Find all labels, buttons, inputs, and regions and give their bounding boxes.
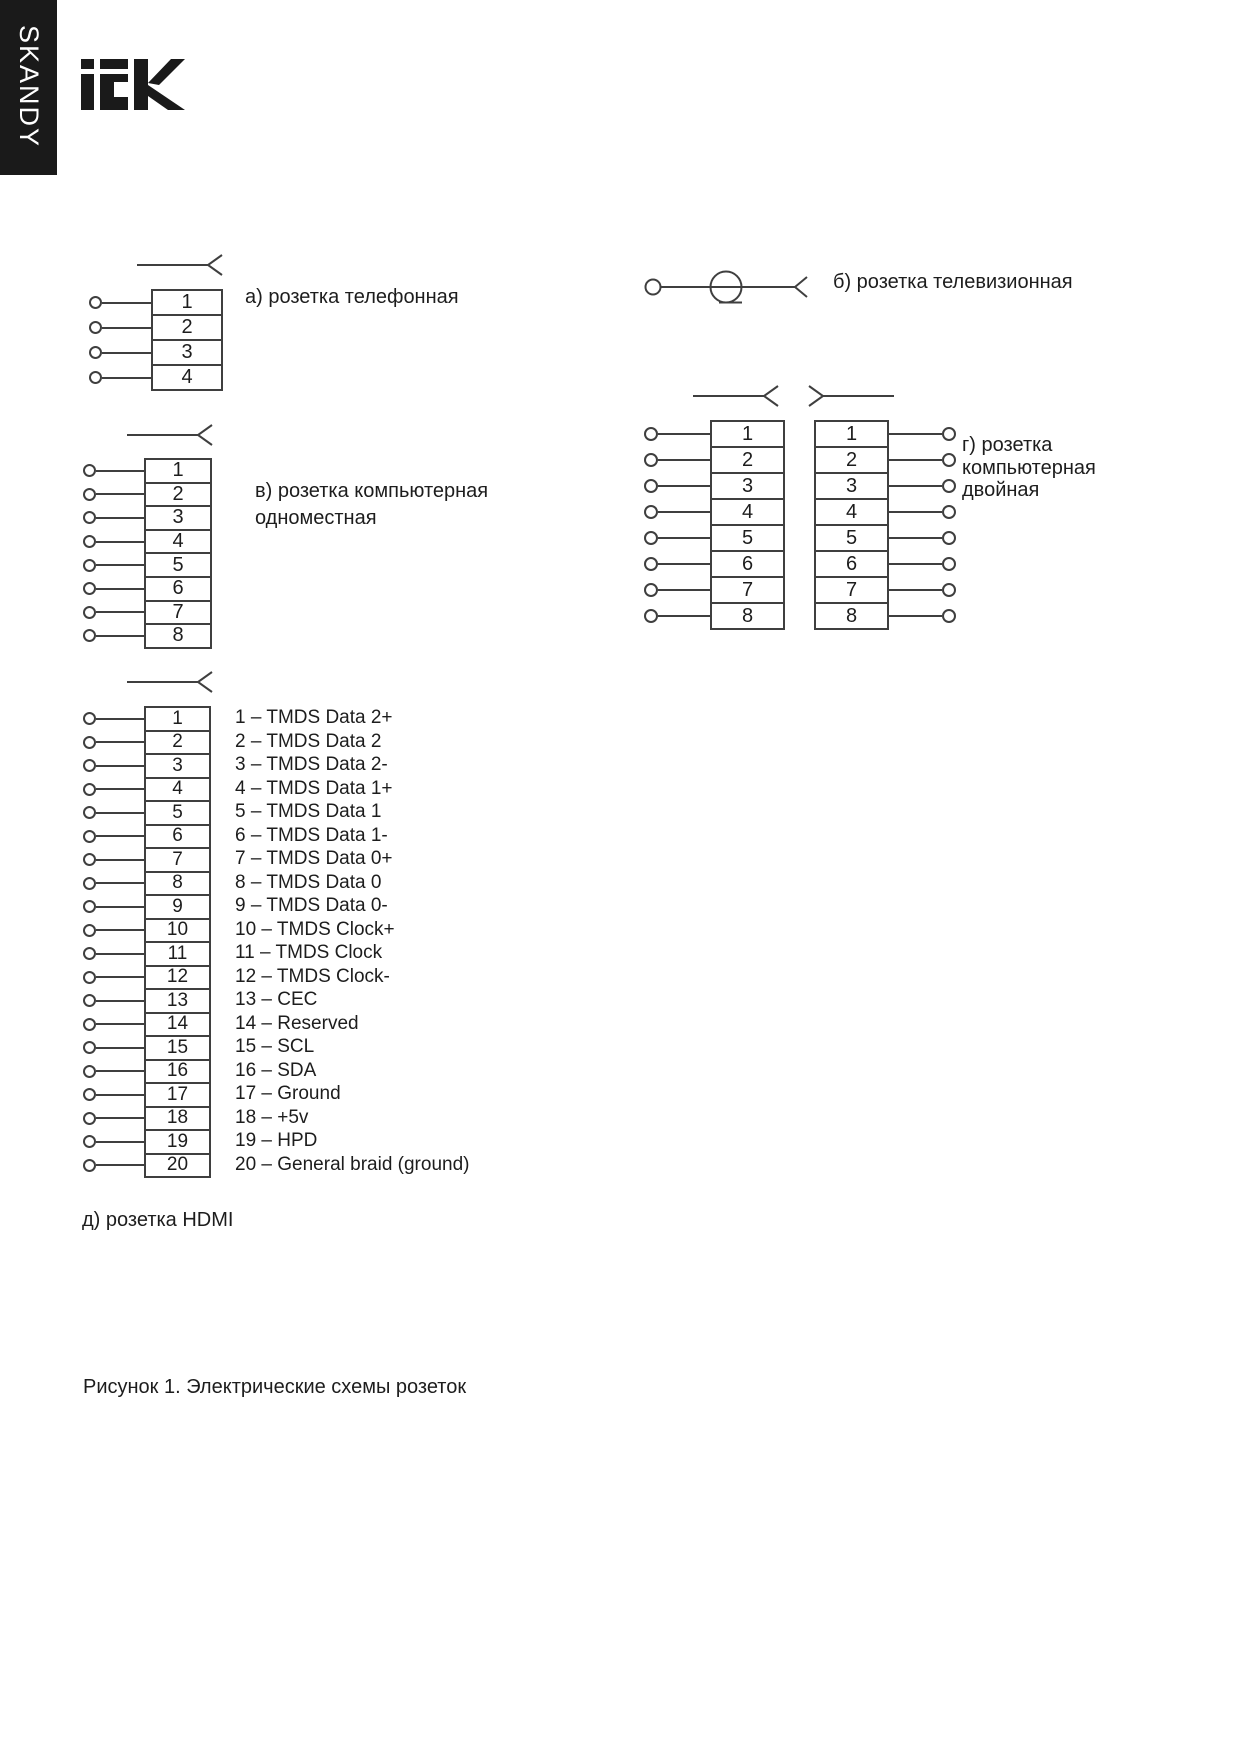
pin-terminal-circle-icon	[83, 629, 96, 642]
pin-number-cell: 2	[144, 730, 211, 756]
pin-function-label: 15 – SCL	[235, 1036, 315, 1057]
pin-wire	[102, 377, 151, 379]
pin-row	[644, 498, 785, 526]
diagram-b-label: б) розетка телевизионная	[833, 271, 1073, 293]
pin-number-cell: 3	[814, 472, 889, 500]
pin-row	[83, 482, 212, 508]
pin-wire	[96, 611, 144, 613]
pin-wire	[889, 433, 942, 435]
pin-function-label: 3 – TMDS Data 2-	[235, 754, 388, 775]
pin-row	[83, 1129, 211, 1155]
pin-terminal-circle-icon	[644, 427, 658, 441]
pin-terminal-circle-icon	[83, 606, 96, 619]
pin-row	[83, 847, 211, 873]
pin-row	[83, 576, 212, 602]
pin-terminal-circle-icon	[942, 453, 956, 467]
pin-wire	[96, 493, 144, 495]
pin-number-cell: 8	[144, 623, 212, 649]
diagram-a-label: а) розетка телефонная	[245, 286, 459, 308]
pin-terminal-circle-icon	[83, 1159, 96, 1172]
pin-number-cell: 8	[814, 602, 889, 630]
pin-row	[814, 498, 956, 526]
pin-function-label: 4 – TMDS Data 1+	[235, 777, 393, 799]
pin-row	[83, 552, 212, 578]
pin-wire	[96, 1023, 144, 1025]
pin-row	[83, 623, 212, 649]
pin-wire	[96, 718, 144, 720]
pin-wire	[96, 788, 144, 790]
pin-wire	[96, 976, 144, 978]
pin-number-cell: 3	[710, 472, 785, 500]
pin-terminal-circle-icon	[89, 321, 102, 334]
pin-function-label: 8 – TMDS Data 0	[235, 871, 382, 893]
pin-terminal-circle-icon	[83, 1041, 96, 1054]
pin-terminal-circle-icon	[83, 1088, 96, 1101]
pin-row	[83, 730, 211, 756]
pin-wire	[96, 953, 144, 955]
iek-logo	[81, 59, 185, 115]
pin-number-cell: 10	[144, 918, 211, 944]
pin-row	[83, 824, 211, 850]
pin-row	[814, 550, 956, 578]
pin-wire	[96, 1094, 144, 1096]
pin-row	[83, 1082, 211, 1108]
pin-terminal-circle-icon	[83, 806, 96, 819]
pin-wire	[96, 1047, 144, 1049]
pin-wire	[96, 564, 144, 566]
pin-wire	[96, 882, 144, 884]
pin-row	[83, 600, 212, 626]
pin-number-cell: 6	[814, 550, 889, 578]
pin-row	[83, 1106, 211, 1132]
pin-number-cell: 11	[144, 941, 211, 967]
spine-bar	[0, 0, 57, 175]
pin-terminal-circle-icon	[89, 346, 102, 359]
pin-terminal-circle-icon	[83, 712, 96, 725]
pin-terminal-circle-icon	[942, 505, 956, 519]
computer-socket-double-left-pinblock	[644, 420, 785, 630]
pin-terminal-circle-icon	[83, 759, 96, 772]
pin-row	[814, 420, 956, 448]
pin-wire	[96, 635, 144, 637]
pin-wire	[658, 589, 710, 591]
pin-number-cell: 1	[151, 289, 223, 316]
diagram-v-label	[255, 478, 488, 532]
iek-logo-icon	[81, 59, 185, 110]
plug-arrow-icon	[126, 669, 214, 695]
computer-socket-single-pinblock	[83, 458, 212, 649]
pin-row	[814, 446, 956, 474]
pin-terminal-circle-icon	[644, 505, 658, 519]
pin-terminal-circle-icon	[942, 427, 956, 441]
pin-function-label: 6 – TMDS Data 1-	[235, 824, 388, 846]
pin-wire	[889, 615, 942, 617]
pin-number-cell: 5	[144, 552, 212, 578]
pin-wire	[96, 929, 144, 931]
pin-function-label: 5 – TMDS Data 1	[235, 801, 382, 822]
pin-wire	[658, 563, 710, 565]
pin-wire	[102, 302, 151, 304]
pin-number-cell: 16	[144, 1059, 211, 1085]
pin-wire	[96, 470, 144, 472]
pin-row	[814, 472, 956, 500]
pin-row	[644, 472, 785, 500]
pin-wire	[96, 541, 144, 543]
pin-wire	[96, 859, 144, 861]
pin-row	[83, 458, 212, 484]
pin-terminal-circle-icon	[83, 559, 96, 572]
plug-arrow-mirrored-icon	[807, 383, 895, 409]
pin-wire	[658, 615, 710, 617]
pin-number-cell: 7	[144, 847, 211, 873]
pin-terminal-circle-icon	[942, 583, 956, 597]
pin-number-cell: 1	[144, 706, 211, 732]
pin-row	[83, 505, 212, 531]
computer-socket-double-right-pinblock	[814, 420, 956, 630]
pin-number-cell: 5	[144, 800, 211, 826]
pin-row	[83, 1012, 211, 1038]
pin-row	[644, 420, 785, 448]
pin-number-cell: 14	[144, 1012, 211, 1038]
pin-terminal-circle-icon	[942, 557, 956, 571]
pin-wire	[658, 433, 710, 435]
pin-number-cell: 19	[144, 1129, 211, 1155]
pin-wire	[658, 511, 710, 513]
pin-number-cell: 1	[710, 420, 785, 448]
pin-function-label: 9 – TMDS Data 0-	[235, 895, 388, 916]
pin-wire	[96, 1000, 144, 1002]
pin-row	[814, 576, 956, 604]
pin-row	[83, 941, 211, 967]
pin-terminal-circle-icon	[83, 853, 96, 866]
pin-terminal-circle-icon	[644, 583, 658, 597]
pin-wire	[102, 327, 151, 329]
pin-wire	[658, 459, 710, 461]
pin-number-cell: 4	[144, 777, 211, 803]
pin-terminal-circle-icon	[83, 947, 96, 960]
pin-number-cell: 8	[144, 871, 211, 897]
pin-terminal-circle-icon	[644, 531, 658, 545]
pin-row	[89, 339, 223, 366]
pin-function-label: 16 – SDA	[235, 1059, 317, 1081]
pin-number-cell: 1	[144, 458, 212, 484]
pin-function-label: 20 – General braid (ground)	[235, 1153, 470, 1175]
pin-number-cell: 8	[710, 602, 785, 630]
pin-row	[644, 550, 785, 578]
pin-wire	[96, 517, 144, 519]
hdmi-socket-pinblock	[83, 706, 211, 1178]
pin-terminal-circle-icon	[83, 924, 96, 937]
pin-terminal-circle-icon	[83, 535, 96, 548]
pin-row	[89, 314, 223, 341]
pin-number-cell: 6	[144, 824, 211, 850]
pin-number-cell: 4	[710, 498, 785, 526]
pin-wire	[889, 485, 942, 487]
pin-wire	[96, 1164, 144, 1166]
pin-number-cell: 2	[710, 446, 785, 474]
pin-wire	[102, 352, 151, 354]
pin-terminal-circle-icon	[644, 609, 658, 623]
pin-function-label: 14 – Reserved	[235, 1012, 359, 1034]
pin-row	[83, 965, 211, 991]
pin-row	[644, 446, 785, 474]
plug-arrow-icon	[126, 422, 214, 448]
pin-row	[644, 524, 785, 552]
pin-function-label: 13 – CEC	[235, 989, 318, 1010]
pin-number-cell: 1	[814, 420, 889, 448]
pin-number-cell: 4	[144, 529, 212, 555]
diagram-d-label: д) розетка HDMI	[82, 1209, 234, 1231]
pin-number-cell: 2	[151, 314, 223, 341]
pin-wire	[96, 765, 144, 767]
plug-arrow-icon	[692, 383, 780, 409]
pin-row	[814, 524, 956, 552]
pin-number-cell: 17	[144, 1082, 211, 1108]
pin-function-label: 17 – Ground	[235, 1083, 341, 1104]
pin-number-cell: 15	[144, 1035, 211, 1061]
diagram-g-label	[962, 434, 1096, 502]
pin-terminal-circle-icon	[83, 736, 96, 749]
pin-number-cell: 20	[144, 1153, 211, 1179]
pin-row	[83, 529, 212, 555]
pin-number-cell: 7	[710, 576, 785, 604]
pin-function-label: 18 – +5v	[235, 1106, 309, 1128]
pin-terminal-circle-icon	[83, 830, 96, 843]
pin-function-label: 2 – TMDS Data 2	[235, 730, 382, 752]
diagram-v-label-line1: в) розетка компьютерная	[255, 480, 489, 502]
pin-wire	[889, 459, 942, 461]
pin-terminal-circle-icon	[942, 531, 956, 545]
pin-row	[83, 1035, 211, 1061]
pin-number-cell: 6	[710, 550, 785, 578]
pin-function-label: 7 – TMDS Data 0+	[235, 848, 393, 869]
pin-terminal-circle-icon	[83, 1018, 96, 1031]
pin-row	[89, 289, 223, 316]
pin-wire	[889, 537, 942, 539]
figure-caption: Рисунок 1. Электрические схемы розеток	[83, 1376, 467, 1398]
pin-wire	[96, 812, 144, 814]
pin-terminal-circle-icon	[89, 371, 102, 384]
pin-row	[89, 364, 223, 391]
pin-terminal-circle-icon	[83, 877, 96, 890]
pin-terminal-circle-icon	[83, 1135, 96, 1148]
pin-terminal-circle-icon	[83, 971, 96, 984]
pin-number-cell: 5	[814, 524, 889, 552]
telephone-socket-pinblock	[89, 289, 223, 391]
pin-number-cell: 3	[144, 505, 212, 531]
diagram-g-label-line3: двойная	[962, 479, 1040, 501]
pin-terminal-circle-icon	[83, 900, 96, 913]
pin-number-cell: 3	[151, 339, 223, 366]
tv-socket-symbol-icon	[640, 264, 820, 312]
pin-terminal-circle-icon	[83, 464, 96, 477]
pin-terminal-circle-icon	[644, 479, 658, 493]
pin-row	[814, 602, 956, 630]
pin-number-cell: 5	[710, 524, 785, 552]
pin-function-label: 10 – TMDS Clock+	[235, 918, 395, 940]
pin-number-cell: 13	[144, 988, 211, 1014]
pin-number-cell: 4	[814, 498, 889, 526]
pin-wire	[96, 835, 144, 837]
pin-number-cell: 18	[144, 1106, 211, 1132]
pin-wire	[96, 1141, 144, 1143]
pin-terminal-circle-icon	[83, 1065, 96, 1078]
pin-function-label: 11 – TMDS Clock	[235, 942, 383, 963]
pin-terminal-circle-icon	[83, 1112, 96, 1125]
pin-wire	[658, 485, 710, 487]
pin-row	[83, 800, 211, 826]
pin-row	[83, 753, 211, 779]
pin-row	[83, 894, 211, 920]
pin-row	[83, 1059, 211, 1085]
pin-terminal-circle-icon	[942, 479, 956, 493]
pin-row	[83, 777, 211, 803]
pin-terminal-circle-icon	[83, 582, 96, 595]
pin-number-cell: 7	[144, 600, 212, 626]
pin-function-label: 1 – TMDS Data 2+	[235, 707, 393, 728]
pin-number-cell: 9	[144, 894, 211, 920]
pin-wire	[96, 588, 144, 590]
pin-wire	[96, 906, 144, 908]
plug-arrow-icon	[136, 252, 224, 278]
pin-wire	[96, 1117, 144, 1119]
diagram-g-label-line1: г) розетка	[962, 434, 1053, 456]
pin-terminal-circle-icon	[83, 511, 96, 524]
diagram-v-label-line2: одноместная	[255, 507, 377, 529]
pin-terminal-circle-icon	[83, 488, 96, 501]
pin-terminal-circle-icon	[942, 609, 956, 623]
pin-wire	[889, 563, 942, 565]
pin-row	[83, 871, 211, 897]
pin-number-cell: 4	[151, 364, 223, 391]
pin-wire	[889, 589, 942, 591]
hdmi-pin-function-list	[235, 706, 469, 1176]
diagram-g-label-line2: компьютерная	[962, 456, 1096, 479]
pin-number-cell: 2	[814, 446, 889, 474]
pin-terminal-circle-icon	[83, 994, 96, 1007]
pin-number-cell: 12	[144, 965, 211, 991]
pin-row	[83, 1153, 211, 1179]
pin-terminal-circle-icon	[644, 453, 658, 467]
pin-function-label: 19 – HPD	[235, 1130, 318, 1151]
pin-row	[83, 918, 211, 944]
pin-wire	[889, 511, 942, 513]
pin-number-cell: 7	[814, 576, 889, 604]
pin-row	[644, 576, 785, 604]
pin-number-cell: 3	[144, 753, 211, 779]
pin-terminal-circle-icon	[89, 296, 102, 309]
pin-row	[644, 602, 785, 630]
pin-number-cell: 2	[144, 482, 212, 508]
pin-row	[83, 706, 211, 732]
pin-number-cell: 6	[144, 576, 212, 602]
pin-function-label: 12 – TMDS Clock-	[235, 965, 390, 987]
spine-label: SKANDY	[14, 25, 44, 149]
pin-terminal-circle-icon	[83, 783, 96, 796]
pin-terminal-circle-icon	[644, 557, 658, 571]
pin-row	[83, 988, 211, 1014]
pin-wire	[96, 1070, 144, 1072]
pin-wire	[658, 537, 710, 539]
pin-wire	[96, 741, 144, 743]
